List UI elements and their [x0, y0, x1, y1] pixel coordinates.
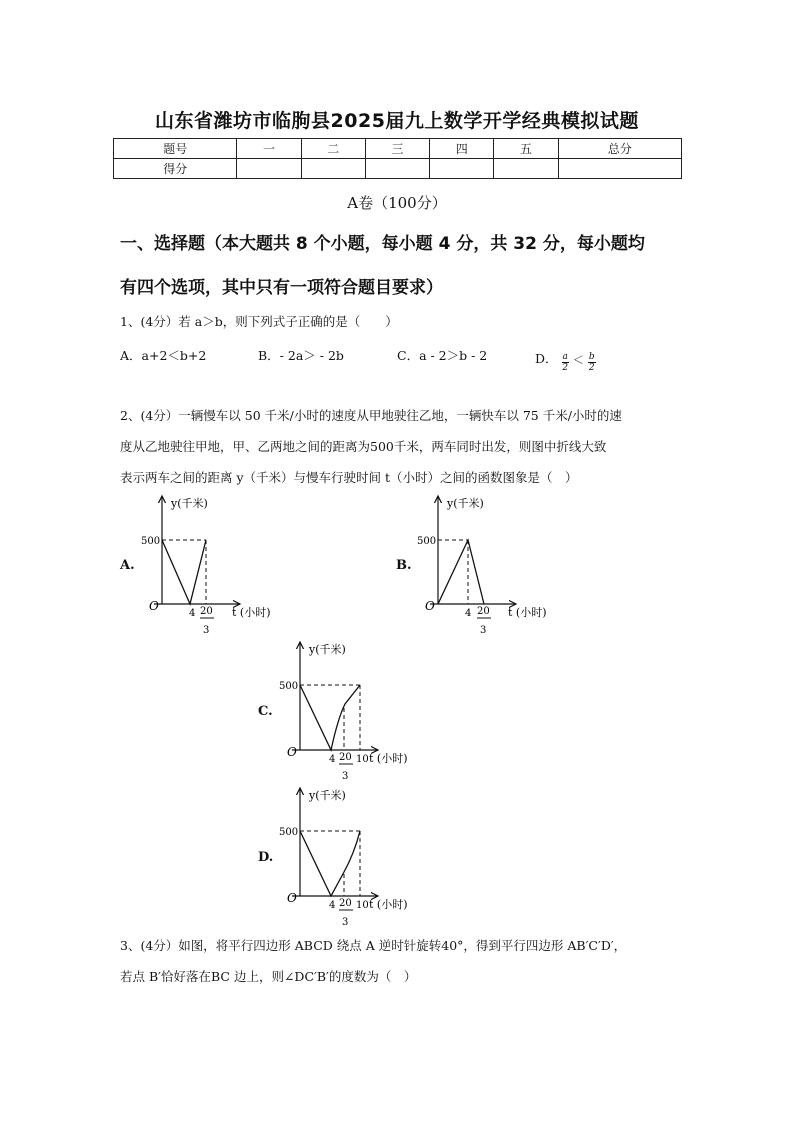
score-cell[interactable] — [494, 159, 558, 179]
y-tick-500: 500 — [279, 681, 299, 692]
part-heading-line: 一、选择题（本大题共 8 个小题，每小题 4 分，共 32 分，每小题均 — [120, 234, 645, 254]
q1-option-a[interactable]: A．a+2＜b+2 — [120, 348, 207, 363]
q1-option-b[interactable]: B．- 2a＞ - 2b — [258, 348, 344, 363]
graph-line — [162, 540, 206, 604]
t-tick-20-den: 3 — [480, 625, 487, 636]
t-tick-4: 4 — [329, 754, 336, 765]
t-tick-4: 4 — [465, 608, 472, 619]
q1-option-c[interactable]: C．a - 2＞b - 2 — [397, 348, 488, 363]
graph-b — [416, 492, 566, 642]
origin-label: O — [149, 599, 159, 613]
q1-option-d-label: D． — [535, 351, 558, 366]
table-row-label: 得分 — [114, 159, 237, 179]
origin-label: O — [425, 599, 435, 613]
part-heading-line: 有四个选项，其中只有一项符合题目要求） — [120, 278, 443, 298]
y-tick-500: 500 — [417, 536, 437, 547]
q2-stem — [120, 400, 690, 493]
score-table — [113, 138, 682, 179]
q1-stem: 1、(4分）若 a＞b，则下列式子正确的是（ ） — [120, 314, 398, 329]
t-axis-label: t (小时) — [232, 606, 271, 619]
score-cell[interactable] — [558, 159, 681, 179]
q3-line: 3、(4分）如图，将平行四边形 ABCD 绕点 A 逆时针旋转40°，得到平行四边形 AB′C′D′， — [120, 938, 627, 953]
table-header-cell: 三 — [365, 139, 429, 159]
fraction-numerator: a — [562, 352, 568, 362]
y-tick-500: 500 — [279, 827, 299, 838]
table-header-cell: 题号 — [114, 139, 237, 159]
t-tick-20-num: 20 — [477, 606, 490, 617]
q3-line: 若点 B′恰好落在BC 边上，则∠DC′B′的度数为（ ） — [120, 969, 417, 984]
y-tick-500: 500 — [141, 536, 161, 547]
origin-label: O — [287, 745, 297, 759]
graph-a — [140, 492, 290, 642]
q2-line: 表示两车之间的距离 y（千米）与慢车行驶时间 t（小时）之间的函数图象是（ ） — [120, 470, 578, 485]
table-header-cell: 五 — [494, 139, 558, 159]
graph-c — [278, 638, 428, 788]
table-header-cell: 总分 — [558, 139, 681, 159]
t-tick-20-den: 3 — [342, 917, 349, 928]
graph-d-label[interactable]: D. — [258, 850, 274, 865]
t-tick-20-den: 3 — [203, 625, 210, 636]
fraction — [588, 352, 596, 373]
table-row — [114, 159, 682, 179]
graph-line — [438, 540, 484, 604]
graph-line — [300, 831, 360, 896]
score-cell[interactable] — [301, 159, 365, 179]
section-title: A卷（100分） — [347, 194, 447, 212]
score-cell[interactable] — [430, 159, 494, 179]
y-axis-label: y(千米) — [171, 497, 208, 510]
origin-label: O — [287, 891, 297, 905]
table-header-cell: 一 — [237, 139, 301, 159]
q2-line: 度从乙地驶往甲地，甲、乙两地之间的距离为500千米，两车同时出发，则图中折线大致 — [120, 439, 607, 454]
graph-line — [300, 685, 360, 750]
graph-a-label[interactable]: A. — [120, 558, 135, 573]
t-tick-10: 10 — [356, 900, 369, 911]
score-cell[interactable] — [365, 159, 429, 179]
fraction — [562, 352, 569, 373]
y-axis-label: y(千米) — [447, 497, 484, 510]
q2-line: 2、(4分）一辆慢车以 50 千米/小时的速度从甲地驶往乙地，一辆快车以 75 千米/小时的速 — [120, 408, 622, 423]
t-tick-20-num: 20 — [339, 898, 352, 909]
fraction-denominator: 2 — [588, 363, 595, 373]
t-tick-20-num: 20 — [339, 752, 352, 763]
part-heading — [120, 222, 690, 310]
q1-option-d[interactable] — [535, 346, 596, 373]
t-tick-20-num: 20 — [200, 606, 213, 617]
table-header-cell: 四 — [430, 139, 494, 159]
page-title: 山东省潍坊市临朐县2025届九上数学开学经典模拟试题 — [155, 110, 639, 132]
fraction-denominator: 2 — [562, 363, 569, 373]
graph-d — [278, 784, 428, 934]
t-tick-20-den: 3 — [342, 771, 349, 782]
table-header-cell: 二 — [301, 139, 365, 159]
score-cell[interactable] — [237, 159, 301, 179]
y-axis-label: y(千米) — [309, 643, 346, 656]
y-axis-label: y(千米) — [309, 789, 346, 802]
fraction-numerator: b — [588, 352, 595, 362]
t-axis-label: t (小时) — [508, 606, 547, 619]
table-row — [114, 139, 682, 159]
q3-stem — [120, 930, 690, 992]
t-tick-4: 4 — [329, 900, 336, 911]
t-tick-10: 10 — [356, 754, 369, 765]
graph-b-label[interactable]: B. — [396, 558, 412, 573]
graph-c-label[interactable]: C. — [258, 704, 273, 719]
t-axis-label: t (小时) — [369, 898, 408, 911]
t-tick-4: 4 — [189, 608, 196, 619]
relation-symbol: ＜ — [572, 353, 584, 367]
t-axis-label: t (小时) — [369, 752, 408, 765]
